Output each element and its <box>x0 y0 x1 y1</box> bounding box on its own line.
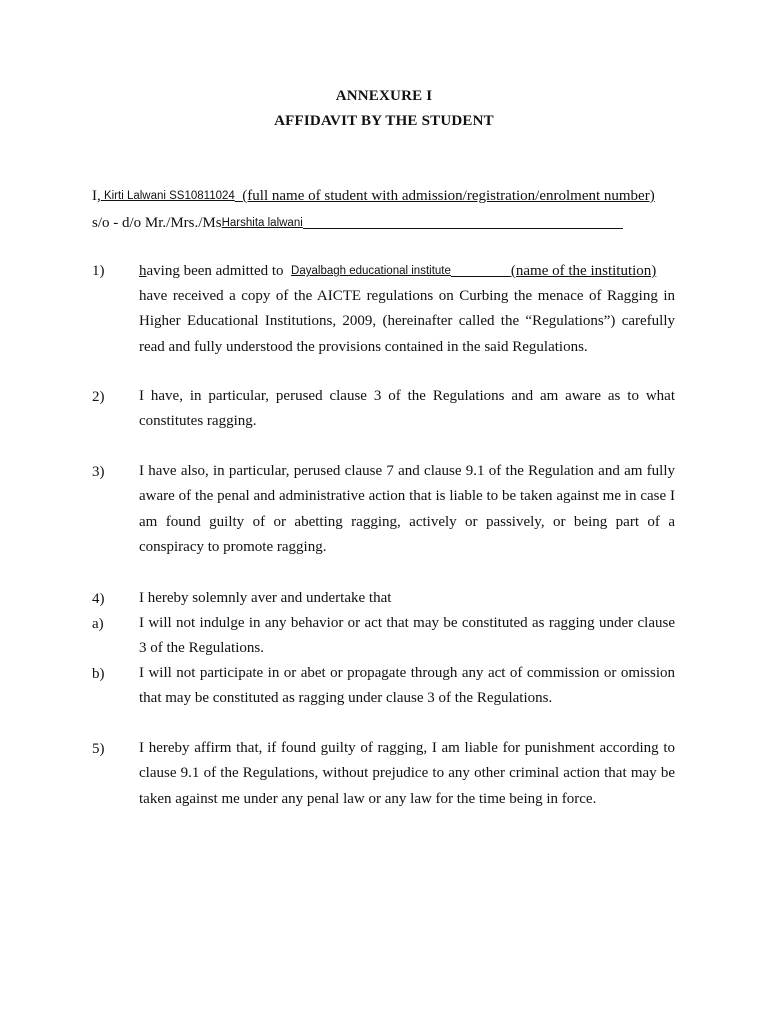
annexure-heading: ANNEXURE I <box>335 88 433 104</box>
student-name-hint: (full name of student with admission/registration/enrolment number) <box>242 188 655 204</box>
item-letter: b) <box>92 666 105 682</box>
parent-name-blank <box>303 214 623 229</box>
affidavit-title: AFFIDAVIT BY THE STUDENT <box>274 113 494 129</box>
item-5-text: I hereby affirm that, if found guilty of ragging, I am liable for punishment according to clause 9.1 of the Regulations, without prejudice to any other criminal action that may be taken against me under any penal law or any law for the time being in force. <box>139 740 675 807</box>
item-number: 1) <box>92 263 105 279</box>
item-4-text: I hereby solemnly aver and undertake that <box>139 590 392 606</box>
declarant-prefix: I, <box>92 188 101 204</box>
item-number: 3) <box>92 464 105 480</box>
institution-name-hint: (name of the institution) <box>510 263 657 279</box>
item-3-text: I have also, in particular, perused clause 7 and clause 9.1 of the Regulation and am fully aware of the penal and administrative action that is liable to be taken against me in case I am found guilty of or abetting ragging, actively or passively, or being part of a conspiracy to promote ragging. <box>139 463 675 556</box>
item-2-text: I have, in particular, perused clause 3 of the Regulations and am aware as to what constitutes ragging. <box>139 388 675 430</box>
item-1-lead-initial: h <box>139 263 147 279</box>
item-number: 4) <box>92 591 105 607</box>
institution-name-fill: Dayalbagh educational institute <box>291 265 451 277</box>
item-number: 5) <box>92 741 105 757</box>
student-name-line <box>92 188 655 205</box>
parent-name-line <box>92 214 623 232</box>
item-b-text: I will not participate in or abet or propagate through any act of commission or omission that may be constituted as ragging under clause 3 of the Regulations. <box>139 665 675 707</box>
item-a-text: I will not indulge in any behavior or act that may be constituted as ragging under clause 3 of the Regulations. <box>139 615 675 657</box>
item-1-text: have received a copy of the AICTE regulations on Curbing the menace of Ragging in Higher Educational Institutions, 2009, (hereinafter called the “Regulations”) carefully read and fully understood the provisions contained in the said Regulations. <box>139 288 675 355</box>
item-letter: a) <box>92 616 104 632</box>
item-1-lead: aving been admitted to <box>146 263 284 279</box>
student-name-fill: Kirti Lalwani SS10811024 <box>100 190 235 202</box>
item-number: 2) <box>92 389 105 405</box>
parent-prefix: s/o - d/o Mr./Mrs./Ms <box>92 215 222 231</box>
institution-line <box>139 263 656 280</box>
parent-name-fill: Harshita lalwani <box>221 217 303 229</box>
